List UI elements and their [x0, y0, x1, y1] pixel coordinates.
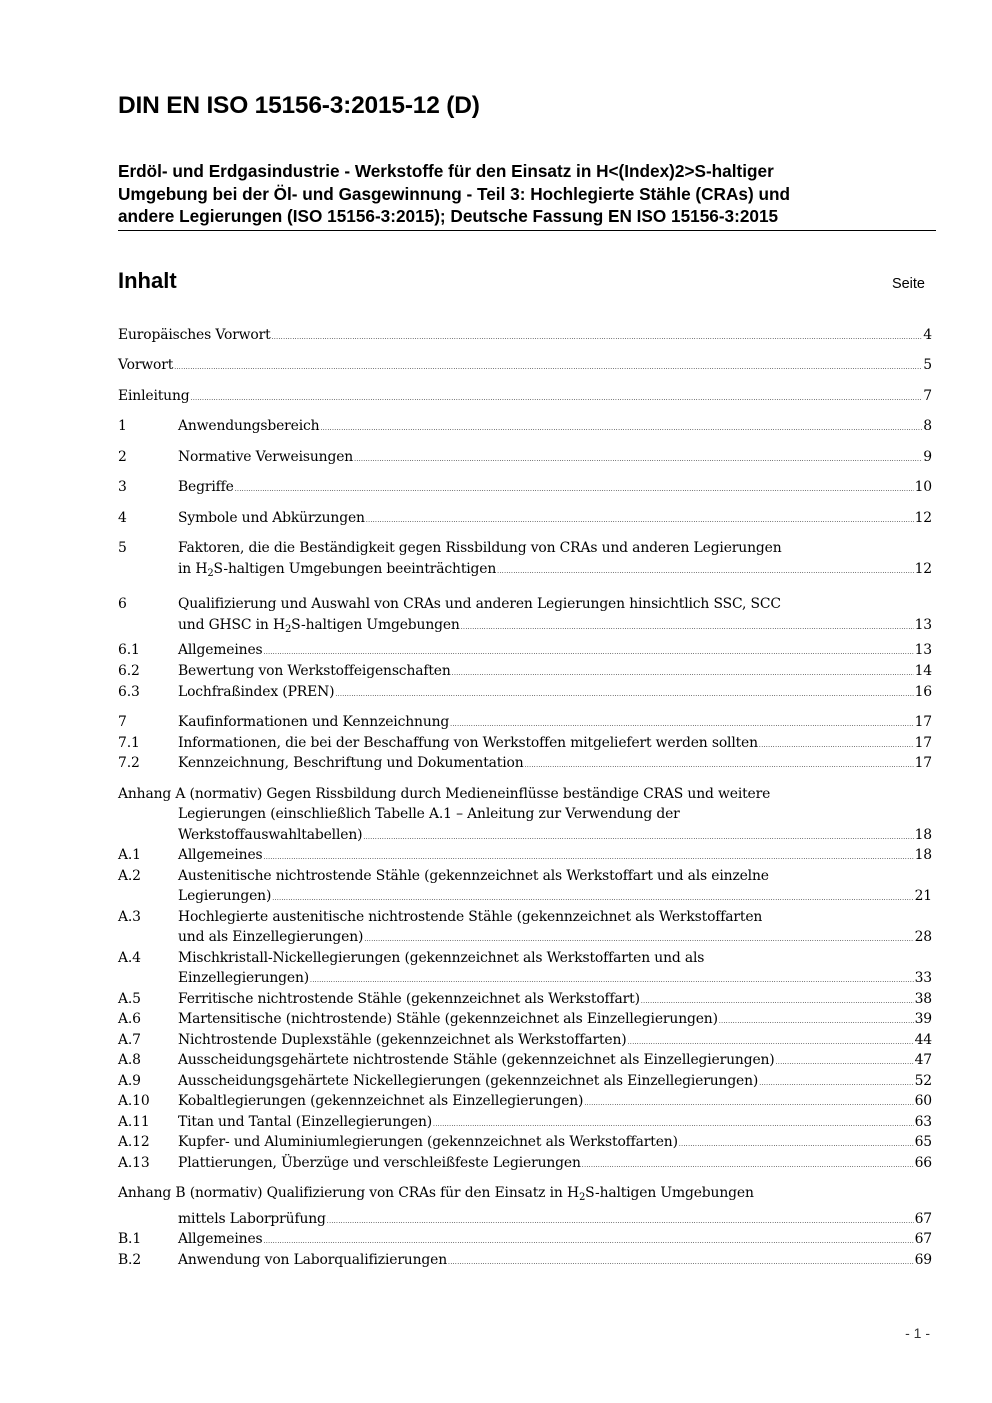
- toc-entry-anhang-b[interactable]: [118, 1183, 932, 1203]
- toc-entry-number: A.3: [118, 909, 141, 925]
- toc-entry-6-1[interactable]: [118, 640, 932, 660]
- toc-entry-page: 69: [914, 1252, 932, 1268]
- toc-entry-a-13[interactable]: [118, 1153, 932, 1173]
- toc-entry-1[interactable]: [118, 416, 932, 436]
- toc-entry-a-8[interactable]: [118, 1050, 932, 1070]
- toc-entry-number: A.12: [118, 1134, 150, 1150]
- toc-entry-anhang-a-continued-1[interactable]: [118, 804, 932, 824]
- dot-leader: [174, 358, 922, 378]
- toc-entry-a-10[interactable]: [118, 1091, 932, 1111]
- dot-leader: [776, 1053, 914, 1073]
- document-subtitle: [118, 160, 936, 231]
- toc-entry-text-line-2: in $H_2S$-haltigen Umgebungen beeinträchtigen: [178, 561, 497, 579]
- toc-entry-number: B.2: [118, 1252, 142, 1268]
- toc-entry-text-line-2: und als Einzellegierungen): [178, 929, 364, 945]
- dot-leader: [452, 664, 914, 684]
- toc-entry-a-4[interactable]: [118, 948, 932, 968]
- toc-entry-7-2[interactable]: [118, 753, 932, 773]
- toc-entry-page: 17: [914, 714, 932, 730]
- toc-entry-page: 4: [923, 327, 932, 343]
- toc-entry-page: 13: [914, 617, 932, 633]
- toc-entry-anhang-b-continued[interactable]: [118, 1209, 932, 1229]
- toc-entry-a-2-continued[interactable]: [118, 886, 932, 906]
- toc-entry-anhang-a-continued-2[interactable]: [118, 825, 932, 845]
- toc-entry-page: 18: [914, 847, 932, 863]
- dot-leader: [235, 480, 914, 500]
- toc-entry-page: 7: [923, 388, 932, 404]
- toc-entry-text-line-2: mittels Laborprüfung: [178, 1211, 326, 1227]
- toc-entry-number: 7: [118, 714, 127, 730]
- toc-entry-text: Kobaltlegierungen (gekennzeichnet als Einzellegierungen): [178, 1093, 584, 1109]
- toc-entry-page: 52: [914, 1073, 932, 1089]
- toc-entry-text-line-1: Faktoren, die die Beständigkeit gegen Rissbildung von CRAs und anderen Legierungen: [178, 540, 782, 556]
- toc-entry-page: 18: [914, 827, 932, 843]
- toc-entry-page: 9: [923, 449, 932, 465]
- toc-entry-3[interactable]: [118, 477, 932, 497]
- dot-leader: [335, 685, 913, 705]
- dot-leader: [366, 511, 914, 531]
- toc-entry-7-1[interactable]: [118, 733, 932, 753]
- dot-leader: [191, 389, 923, 409]
- toc-entry-text: Einleitung: [118, 388, 190, 404]
- dot-leader: [310, 971, 914, 991]
- toc-entry-a-3[interactable]: [118, 907, 932, 927]
- toc-entry-number: A.10: [118, 1093, 150, 1109]
- toc-entry-number: A.4: [118, 950, 141, 966]
- toc-entry-einleitung[interactable]: [118, 386, 932, 406]
- toc-entry-vorwort[interactable]: [118, 355, 932, 375]
- toc-entry-text-line-2: Legierungen): [178, 888, 272, 904]
- toc-entry-a-4-continued[interactable]: [118, 968, 932, 988]
- toc-entry-number: A.1: [118, 847, 141, 863]
- toc-entry-text-line-1: Anhang B (normativ) Qualifizierung von CRAs für den Einsatz in $H_2S$-haltigen Umgebungen: [118, 1185, 754, 1203]
- subtitle-line-3: andere Legierungen (ISO 15156-3:2015); Deutsche Fassung EN ISO 15156-3:2015: [118, 206, 779, 226]
- toc-entry-a-5[interactable]: [118, 989, 932, 1009]
- page-column-label: Seite: [891, 276, 925, 292]
- toc-entry-6[interactable]: [118, 594, 932, 614]
- dot-leader: [497, 562, 913, 582]
- toc-entry-a-9[interactable]: [118, 1071, 932, 1091]
- dot-leader: [354, 450, 922, 470]
- toc-entry-5[interactable]: [118, 538, 932, 558]
- toc-entry-page: 33: [914, 970, 932, 986]
- toc-entry-number: A.6: [118, 1011, 141, 1027]
- toc-entry-page: 67: [914, 1211, 932, 1227]
- toc-entry-page: 63: [914, 1114, 932, 1130]
- toc-entry-page: 21: [914, 888, 932, 904]
- toc-entry-text: Informationen, die bei der Beschaffung von Werkstoffen mitgeliefert werden sollten: [178, 735, 758, 751]
- toc-entry-text: Ferritische nichtrostende Stähle (gekennzeichnet als Werkstoffart): [178, 991, 640, 1007]
- toc-entry-number: A.5: [118, 991, 141, 1007]
- dot-leader: [679, 1135, 914, 1155]
- subtitle-line-1: Erdöl- und Erdgasindustrie - Werkstoffe für den Einsatz in H<(Index)2>S-haltiger: [118, 161, 774, 181]
- toc-entry-text-line-1: Austenitische nichtrostende Stähle (gekennzeichnet als Werkstoffart und als einzelne: [178, 868, 769, 884]
- toc-entry-page: 38: [914, 991, 932, 1007]
- toc-entry-a-3-continued[interactable]: [118, 927, 932, 947]
- toc-entry-text-line-1: Hochlegierte austenitische nichtrostende Stähle (gekennzeichnet als Werkstoffarten: [178, 909, 763, 925]
- dot-leader: [719, 1012, 914, 1032]
- document-title: DIN EN ISO 15156-3:2015-12 (D): [118, 92, 480, 119]
- toc-entry-number: 6.2: [118, 663, 140, 679]
- toc-entry-page: 5: [923, 357, 932, 373]
- toc-entry-text: Normative Verweisungen: [178, 449, 354, 465]
- subtitle-line-2: Umgebung bei der Öl- und Gasgewinnung - Teil 3: Hochlegierte Stähle (CRAs) und: [118, 183, 790, 204]
- toc-entry-b-2[interactable]: [118, 1250, 932, 1270]
- toc-entry-text-line-2: und GHSC in $H_2S$-haltigen Umgebungen: [178, 617, 460, 635]
- toc-entry-number: 6.1: [118, 642, 140, 658]
- toc-entry-page: 10: [914, 479, 932, 495]
- toc-entry-page: 17: [914, 755, 932, 771]
- toc-entry-page: 8: [923, 418, 932, 434]
- dot-leader: [461, 618, 914, 638]
- toc-entry-number: 1: [118, 418, 127, 434]
- toc-entry-a-6[interactable]: [118, 1009, 932, 1029]
- toc-entry-b-1[interactable]: [118, 1229, 932, 1249]
- toc-entry-page: 12: [914, 561, 932, 577]
- toc-entry-text: Allgemeines: [178, 847, 263, 863]
- toc-entry-number: A.11: [118, 1114, 150, 1130]
- toc-entry-number: 6.3: [118, 684, 140, 700]
- toc-entry-anhang-a[interactable]: [118, 784, 932, 804]
- toc-entry-number: A.9: [118, 1073, 141, 1089]
- dot-leader: [320, 419, 922, 439]
- toc-entry-page: 28: [914, 929, 932, 945]
- dot-leader: [264, 1232, 914, 1252]
- toc-entry-number: B.1: [118, 1231, 142, 1247]
- toc-entry-text: Begriffe: [178, 479, 234, 495]
- toc-entry-5-continued[interactable]: [118, 559, 932, 579]
- toc-entry-text-line-2: Legierungen (einschließlich Tabelle A.1 – Anleitung zur Verwendung der: [178, 806, 680, 822]
- dot-leader: [272, 889, 913, 909]
- toc-entry-6-2[interactable]: [118, 661, 932, 681]
- dot-leader: [582, 1156, 914, 1176]
- toc-entry-page: 17: [914, 735, 932, 751]
- toc-entry-text: Lochfraßindex (PREN): [178, 684, 335, 700]
- toc-entry-text: Ausscheidungsgehärtete nichtrostende Stähle (gekennzeichnet als Einzellegierungen): [178, 1052, 775, 1068]
- toc-entry-text: Allgemeines: [178, 642, 263, 658]
- dot-leader: [272, 328, 923, 348]
- toc-entry-text: Kaufinformationen und Kennzeichnung: [178, 714, 450, 730]
- dot-leader: [364, 930, 913, 950]
- toc-entry-number: 7.1: [118, 735, 140, 751]
- toc-entry-number: A.13: [118, 1155, 150, 1171]
- toc-entry-4[interactable]: [118, 508, 932, 528]
- toc-entry-page: 47: [914, 1052, 932, 1068]
- toc-entry-number: 5: [118, 540, 127, 556]
- toc-entry-text: Vorwort: [118, 357, 174, 373]
- toc-entry-a-7[interactable]: [118, 1030, 932, 1050]
- toc-entry-text: Kupfer- und Aluminiumlegierungen (gekennzeichnet als Werkstoffarten): [178, 1134, 678, 1150]
- toc-entry-number: A.2: [118, 868, 141, 884]
- dot-leader: [264, 643, 914, 663]
- toc-heading: Inhalt: [118, 268, 177, 293]
- toc-entry-7[interactable]: [118, 712, 932, 732]
- toc-entry-a-12[interactable]: [118, 1132, 932, 1152]
- toc-entry-page: 16: [914, 684, 932, 700]
- toc-entry-text: Bewertung von Werkstoffeigenschaften: [178, 663, 451, 679]
- toc-entry-6-3[interactable]: [118, 682, 932, 702]
- toc-entry-text: Martensitische (nichtrostende) Stähle (gekennzeichnet als Einzellegierungen): [178, 1011, 718, 1027]
- toc-entry-text: Allgemeines: [178, 1231, 263, 1247]
- toc-entry-a-11[interactable]: [118, 1112, 932, 1132]
- toc-entry-number: 6: [118, 596, 127, 612]
- toc-entry-page: 66: [914, 1155, 932, 1171]
- toc-entry-number: A.8: [118, 1052, 141, 1068]
- toc-entry-text-line-1: Anhang A (normativ) Gegen Rissbildung durch Medieneinflüsse beständige CRAS und weitere: [118, 786, 771, 802]
- toc-entry-number: 3: [118, 479, 127, 495]
- toc-entry-number: A.7: [118, 1032, 141, 1048]
- dot-leader: [264, 848, 914, 868]
- toc-entry-2[interactable]: [118, 447, 932, 467]
- toc-entry-page: 13: [914, 642, 932, 658]
- toc-entry-number: 2: [118, 449, 127, 465]
- dot-leader: [450, 715, 913, 735]
- page-number: - 1 -: [905, 1325, 930, 1341]
- toc-entry-text: Ausscheidungsgehärtete Nickellegierungen (gekennzeichnet als Einzellegierungen): [178, 1073, 759, 1089]
- toc-entry-text: Nichtrostende Duplexstähle (gekennzeichnet als Werkstoffarten): [178, 1032, 627, 1048]
- toc-entry-text: Plattierungen, Überzüge und verschleißfeste Legierungen: [178, 1155, 581, 1171]
- toc-entry-6-continued[interactable]: [118, 615, 932, 635]
- toc-entry-page: 67: [914, 1231, 932, 1247]
- toc-entry-number: 7.2: [118, 755, 140, 771]
- toc-entry-page: 39: [914, 1011, 932, 1027]
- toc-entry-a-2[interactable]: [118, 866, 932, 886]
- toc-entry-text: Anwendung von Laborqualifizierungen: [178, 1252, 448, 1268]
- toc-entry-text: Titan und Tantal (Einzellegierungen): [178, 1114, 433, 1130]
- toc-entry-page: 14: [914, 663, 932, 679]
- toc-entry-text: Europäisches Vorwort: [118, 327, 271, 343]
- toc-entry-text: Kennzeichnung, Beschriftung und Dokumentation: [178, 755, 524, 771]
- toc-entry-page: 60: [914, 1093, 932, 1109]
- toc-entry-page: 12: [914, 510, 932, 526]
- toc-entry-europaeisches-vorwort[interactable]: [118, 325, 932, 345]
- dot-leader: [584, 1094, 913, 1114]
- toc-entry-text-line-1: Qualifizierung und Auswahl von CRAs und anderen Legierungen hinsichtlich SSC, SCC: [178, 596, 781, 612]
- toc-entry-text: Symbole und Abkürzungen: [178, 510, 365, 526]
- dot-leader: [525, 756, 914, 776]
- toc-entry-text: Anwendungsbereich: [178, 418, 320, 434]
- dot-leader: [448, 1253, 914, 1273]
- toc-entry-text-line-1: Mischkristall-Nickellegierungen (gekennzeichnet als Werkstoffarten und als: [178, 950, 705, 966]
- toc-entry-text-line-2: Einzellegierungen): [178, 970, 310, 986]
- toc-entry-number: 4: [118, 510, 127, 526]
- toc-entry-text-line-3: Werkstoffauswahltabellen): [178, 827, 363, 843]
- toc-entry-page: 44: [914, 1032, 932, 1048]
- toc-entry-page: 65: [914, 1134, 932, 1150]
- toc-entry-a-1[interactable]: [118, 845, 932, 865]
